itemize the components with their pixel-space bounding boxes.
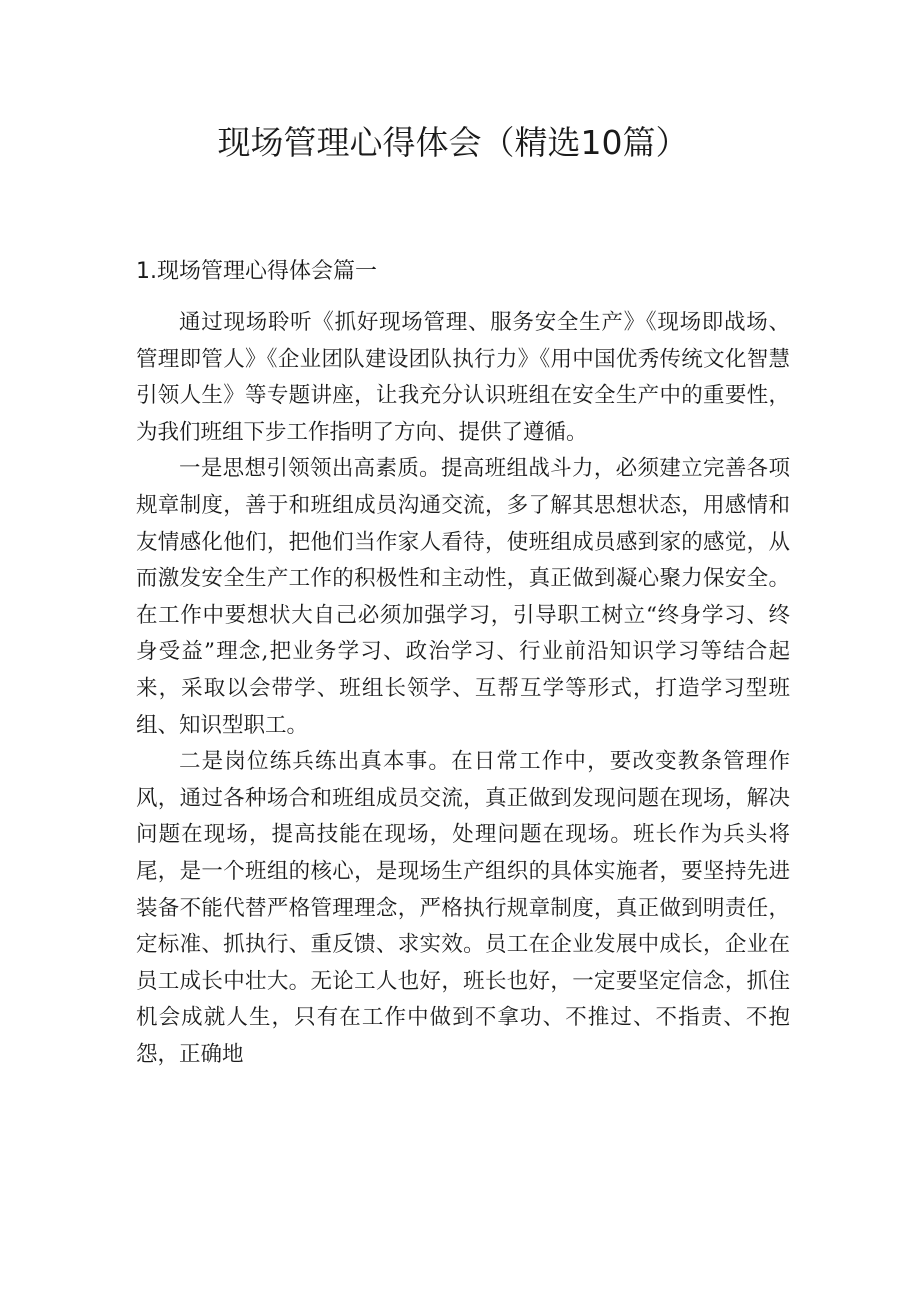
paragraph-thought-guidance: 一是思想引领领出高素质。提高班组战斗力，必须建立完善各项规章制度，善于和班组成员沟通交流，多了解其思想状态，用感情和友情感化他们，把他们当作家人看待，使班组成员感到家的感觉，从而激发安全生产工作的积极性和主动性，真正做到凝心聚力保安全。在工作中要想状大自己必须加强学习，引导职工树立“终身学习、终身受益”理念,把业务学习、政治学习、行业前沿知识学习等结合起来，采取以会带学、班组长领学、互帮互学等形式，打造学习型班组、知识型职工。 bbox=[136, 456, 790, 738]
document-title: 现场管理心得体会（精选10篇） bbox=[217, 123, 689, 162]
section-heading: 1.现场管理心得体会篇一 bbox=[136, 259, 377, 284]
paragraph-job-training: 二是岗位练兵练出真本事。在日常工作中，要改变教条管理作风，通过各种场合和班组成员交流，真正做到发现问题在现场，解决问题在现场，提高技能在现场，处理问题在现场。班长作为兵头将尾，是一个班组的核心，是现场生产组织的具体实施者，要坚持先进装备不能代替严格管理理念，严格执行规章制度，真正做到明责任，定标准、抓执行、重反馈、求实效。员工在企业发展中成长，企业在员工成长中壮大。无论工人也好，班长也好，一定要坚定信念，抓住机会成就人生，只有在工作中做到不拿功、不推过、不指责、不抱怨，正确地 bbox=[136, 749, 790, 1067]
section-body bbox=[136, 305, 790, 1073]
paragraph-intro: 通过现场聆听《抓好现场管理、服务安全生产》《现场即战场、管理即管人》《企业团队建设团队执行力》《用中国优秀传统文化智慧引领人生》等专题讲座，让我充分认识班组在安全生产中的重要性，为我们班组下步工作指明了方向、提供了遵循。 bbox=[136, 310, 790, 445]
